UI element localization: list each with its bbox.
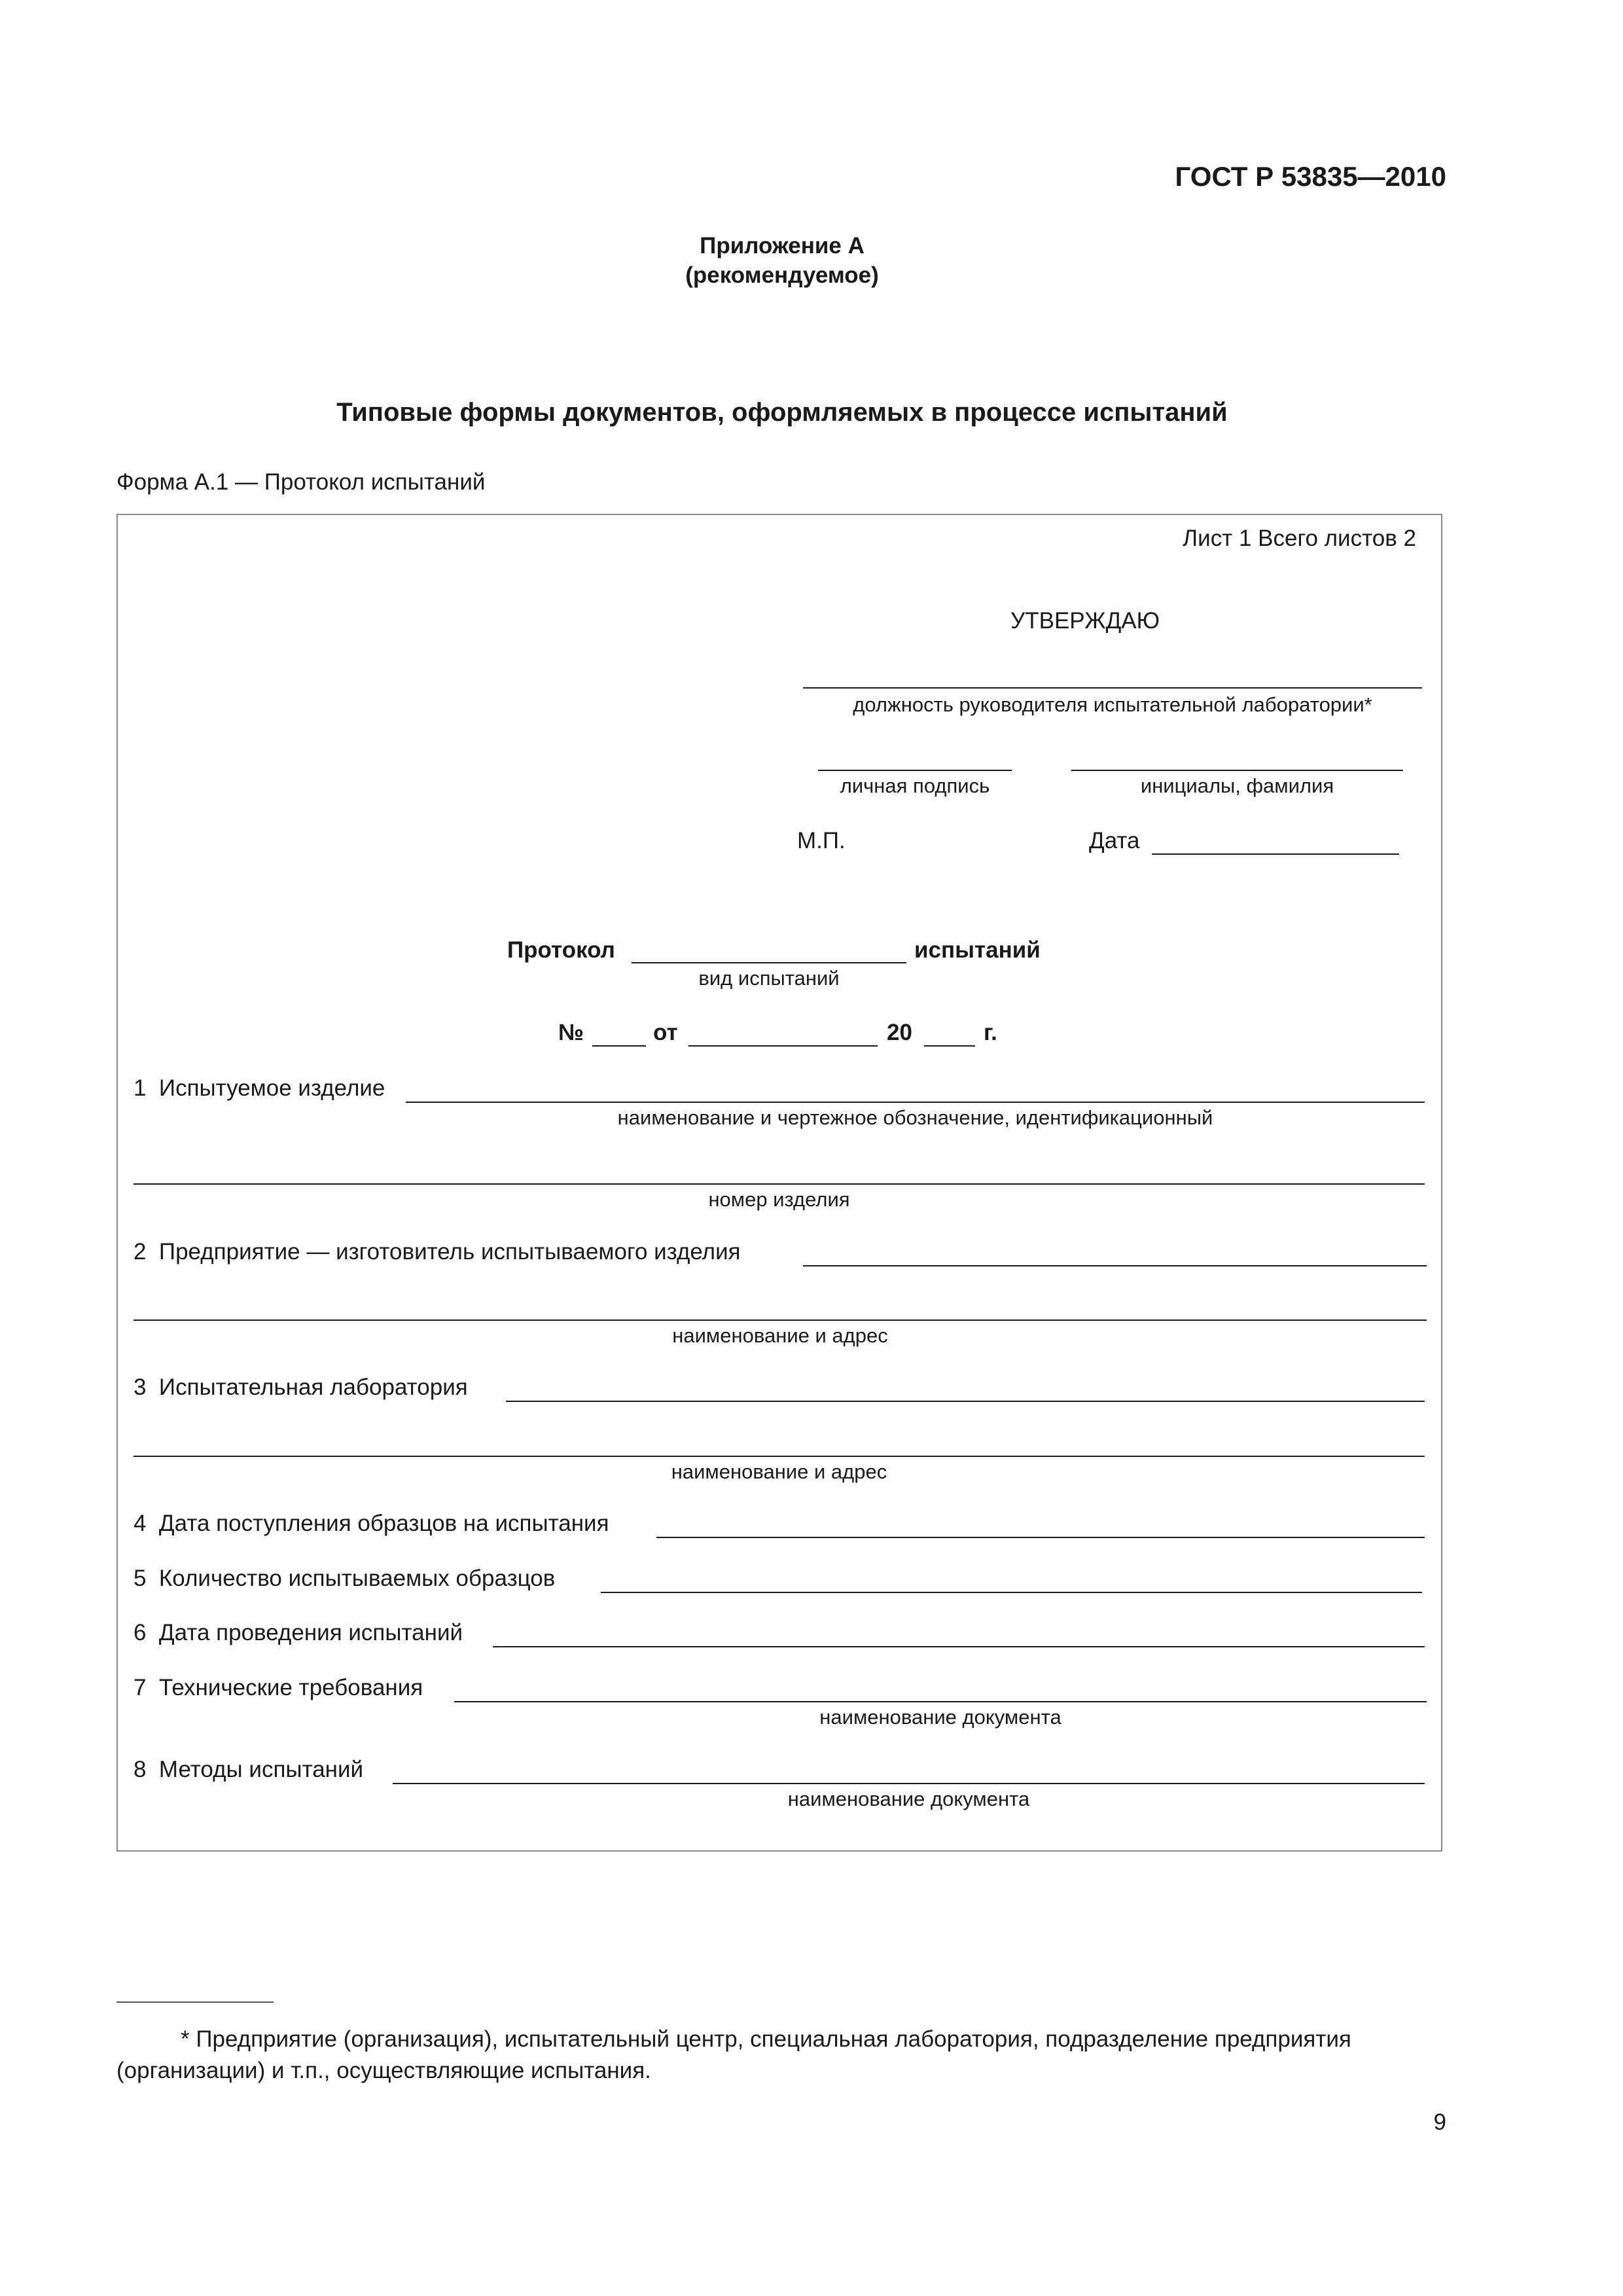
item-4-label bbox=[134, 1511, 609, 1537]
item-1-label bbox=[134, 1075, 385, 1102]
standard-number: ГОСТ Р 53835—2010 bbox=[1175, 161, 1446, 192]
date-day-line bbox=[688, 1045, 878, 1047]
item-2-label bbox=[134, 1239, 741, 1265]
item-3-line bbox=[506, 1401, 1425, 1402]
item-4-text: Дата поступления образцов на испытания bbox=[158, 1511, 609, 1536]
date-line bbox=[1152, 853, 1399, 855]
item-7-line bbox=[454, 1701, 1427, 1702]
item-5-line bbox=[601, 1592, 1422, 1593]
name-caption: инициалы, фамилия bbox=[1140, 774, 1334, 797]
item-1-line-2 bbox=[134, 1183, 1425, 1185]
item-7-number: 7 bbox=[134, 1675, 147, 1700]
item-3-number: 3 bbox=[134, 1374, 147, 1400]
item-1-caption-2: номер изделия bbox=[708, 1188, 850, 1211]
item-2-line-2 bbox=[134, 1319, 1427, 1321]
sheet-info: Лист 1 Всего листов 2 bbox=[1183, 526, 1416, 551]
item-3-line-2 bbox=[134, 1456, 1425, 1457]
item-4-line bbox=[656, 1537, 1425, 1538]
tests-word: испытаний bbox=[914, 937, 1041, 963]
page-number: 9 bbox=[1433, 2109, 1446, 2135]
item-5-label bbox=[134, 1566, 555, 1592]
item-8-line bbox=[393, 1783, 1425, 1784]
signature-line bbox=[818, 770, 1012, 771]
item-2-text: Предприятие — изготовитель испытываемого изделия bbox=[158, 1239, 741, 1265]
year-suffix: г. bbox=[984, 1020, 997, 1045]
appendix-title: Приложение А bbox=[700, 233, 865, 259]
item-1-caption: наименование и чертежное обозначение, идентификационный bbox=[617, 1106, 1213, 1129]
item-1-number: 1 bbox=[134, 1075, 147, 1101]
date-label: Дата bbox=[1089, 828, 1140, 853]
footnote-line-1: * Предприятие (организация), испытательный центр, специальная лаборатория, подразделение предприятия bbox=[181, 2026, 1351, 2052]
item-7-caption: наименование документа bbox=[819, 1706, 1061, 1729]
number-line bbox=[592, 1045, 646, 1047]
item-3-label bbox=[134, 1374, 468, 1401]
item-4-number: 4 bbox=[134, 1511, 147, 1536]
item-2-caption-2: наименование и адрес bbox=[672, 1324, 888, 1347]
name-line bbox=[1071, 770, 1403, 771]
test-type-line bbox=[632, 962, 906, 963]
item-8-label bbox=[134, 1757, 363, 1783]
item-6-label bbox=[134, 1620, 463, 1646]
item-5-number: 5 bbox=[134, 1566, 147, 1591]
item-3-caption-2: наименование и адрес bbox=[671, 1460, 887, 1483]
item-8-caption: наименование документа bbox=[787, 1787, 1030, 1810]
year-line bbox=[924, 1045, 975, 1047]
item-8-text: Методы испытаний bbox=[158, 1757, 364, 1782]
item-5-text: Количество испытываемых образцов bbox=[158, 1566, 556, 1591]
item-1-text: Испытуемое изделие bbox=[158, 1075, 385, 1101]
item-6-line bbox=[493, 1646, 1425, 1647]
position-line bbox=[803, 687, 1422, 689]
approve-label: УТВЕРЖДАЮ bbox=[1010, 608, 1160, 634]
number-sign: № bbox=[558, 1020, 584, 1045]
item-2-number: 2 bbox=[134, 1239, 147, 1265]
item-7-text: Технические требования bbox=[158, 1675, 423, 1700]
stamp-label: М.П. bbox=[797, 828, 846, 853]
year-prefix: 20 bbox=[887, 1020, 912, 1045]
appendix-status: (рекомендуемое) bbox=[685, 262, 879, 288]
signature-caption: личная подпись bbox=[840, 774, 990, 797]
item-7-label bbox=[134, 1675, 423, 1701]
section-title: Типовые формы документов, оформляемых в процессе испытаний bbox=[336, 398, 1228, 427]
test-type-caption: вид испытаний bbox=[698, 967, 840, 990]
item-8-number: 8 bbox=[134, 1757, 147, 1782]
from-word: от bbox=[653, 1020, 678, 1045]
footnote-line-2: (организации) и т.п., осуществляющие испытания. bbox=[116, 2058, 651, 2083]
form-caption: Форма А.1 — Протокол испытаний bbox=[116, 469, 486, 495]
position-caption: должность руководителя испытательной лаборатории* bbox=[853, 693, 1372, 716]
item-6-number: 6 bbox=[134, 1620, 147, 1645]
item-1-line bbox=[406, 1102, 1425, 1103]
footnote-separator bbox=[116, 2001, 274, 2003]
item-3-text: Испытательная лаборатория bbox=[158, 1374, 468, 1400]
item-2-line bbox=[803, 1265, 1427, 1266]
protocol-word: Протокол bbox=[507, 937, 615, 963]
item-6-text: Дата проведения испытаний bbox=[158, 1620, 463, 1645]
